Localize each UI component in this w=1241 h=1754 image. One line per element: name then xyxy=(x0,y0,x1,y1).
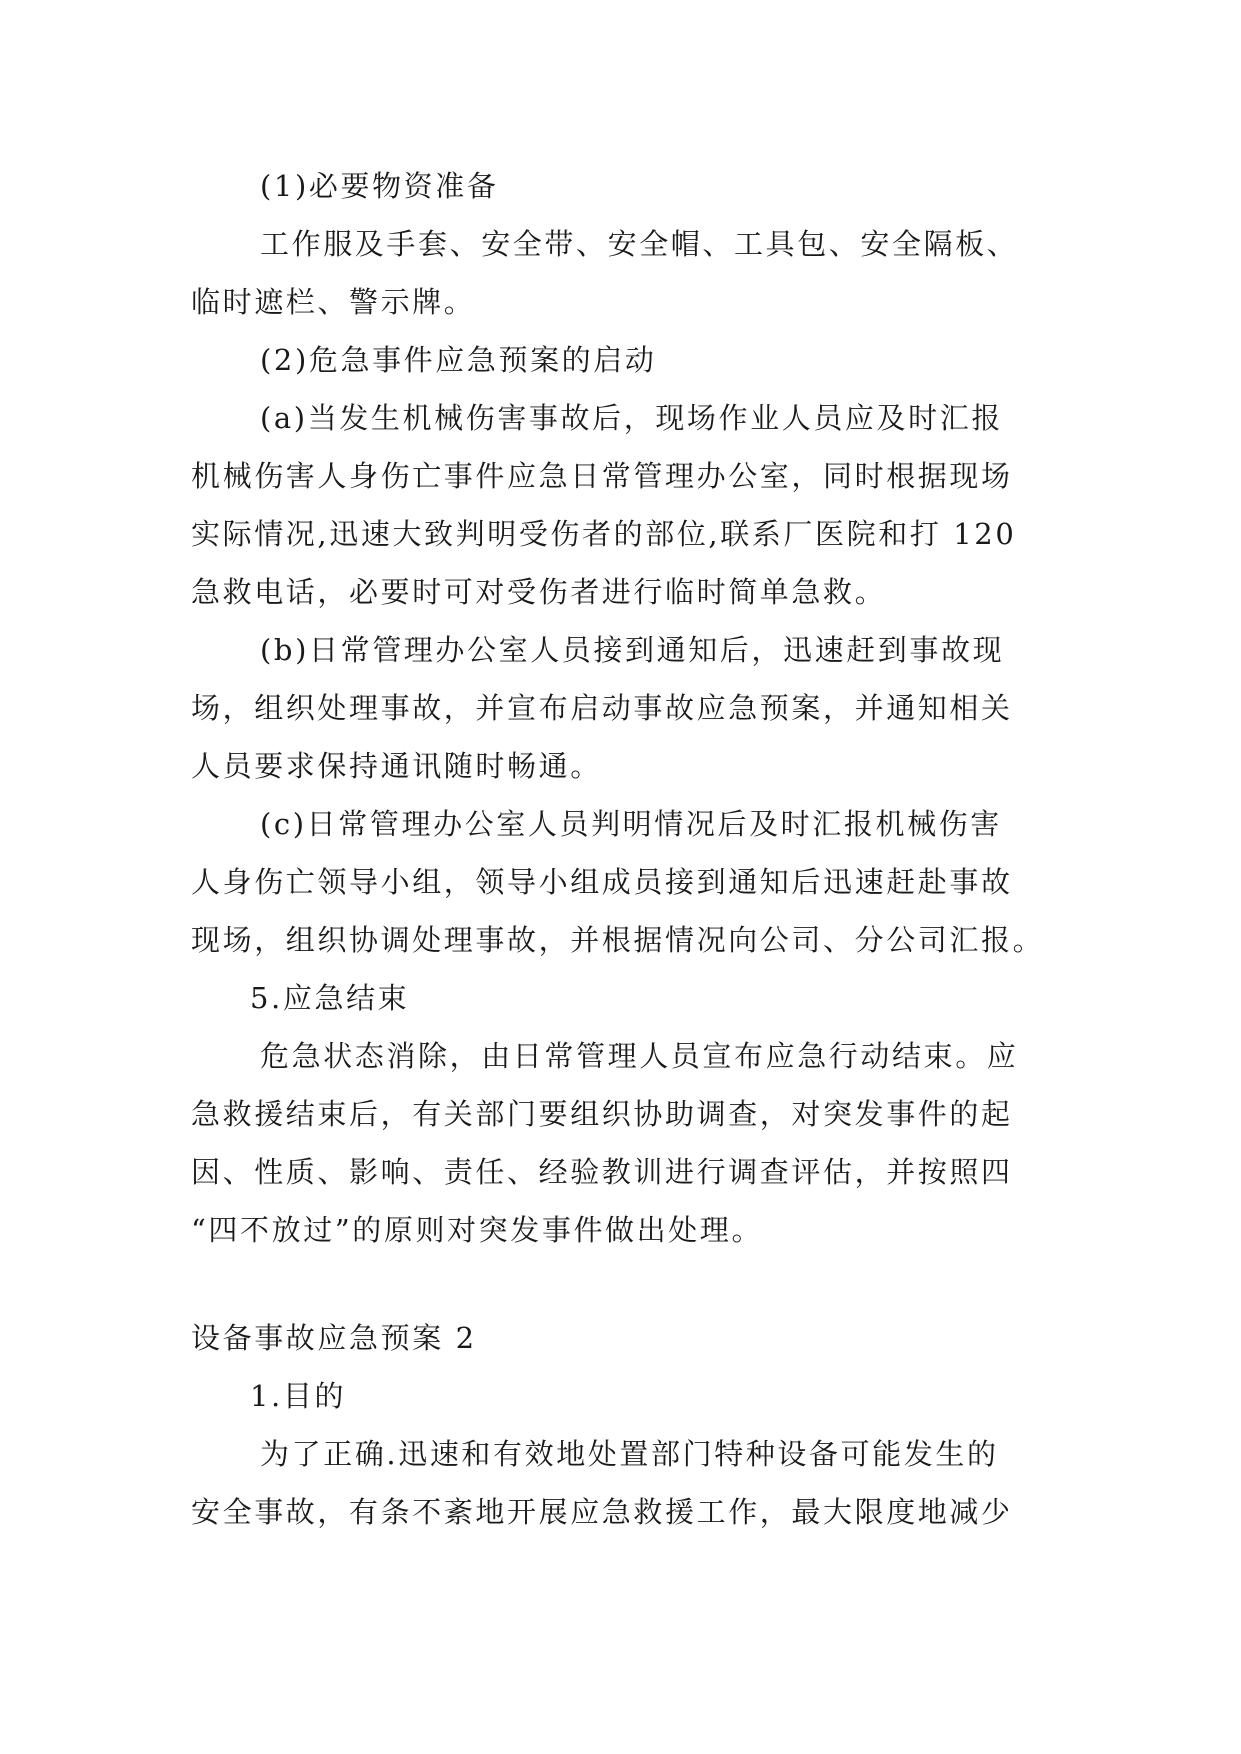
paragraph-line: (b)日常管理办公室人员接到通知后，迅速赶到事故现 xyxy=(260,633,1005,667)
heading-purpose: 1.目的 xyxy=(250,1379,347,1413)
paragraph-line: 人员要求保持通讯随时畅通。 xyxy=(191,749,602,783)
paragraph-line: 现场，组织协调处理事故，并根据情况向公司、分公司汇报。 xyxy=(191,923,1045,957)
paragraph-line: 工作服及手套、安全带、安全帽、工具包、安全隔板、 xyxy=(260,227,1019,261)
paragraph-line: (a)当发生机械伤害事故后，现场作业人员应及时汇报 xyxy=(260,401,1003,435)
paragraph-line: 急救电话，必要时可对受伤者进行临时简单急救。 xyxy=(191,575,887,609)
paragraph-line: 实际情况,迅速大致判明受伤者的部位,联系厂医院和打 120 xyxy=(191,517,1017,551)
paragraph-line: “四不放过”的原则对突发事件做出处理。 xyxy=(191,1213,764,1247)
paragraph-line: 临时遮栏、警示牌。 xyxy=(191,285,476,319)
paragraph-line: 急救援结束后，有关部门要组织协助调查，对突发事件的起 xyxy=(191,1097,1013,1131)
paragraph-line: 因、性质、影响、责任、经验教训进行调查评估，并按照四 xyxy=(191,1155,1013,1189)
heading-material-preparation: (1)必要物资准备 xyxy=(260,169,499,203)
paragraph-line: 人身伤亡领导小组，领导小组成员接到通知后迅速赶赴事故 xyxy=(191,865,1013,899)
paragraph-line: (c)日常管理办公室人员判明情况后及时汇报机械伤害 xyxy=(260,807,1002,841)
paragraph-line: 为了正确.迅速和有效地处置部门特种设备可能发生的 xyxy=(260,1437,999,1471)
heading-emergency-end: 5.应急结束 xyxy=(250,981,410,1015)
section-title: 设备事故应急预案 2 xyxy=(191,1321,477,1355)
paragraph-line: 机械伤害人身伤亡事件应急日常管理办公室，同时根据现场 xyxy=(191,459,1013,493)
paragraph-line: 安全事故，有条不紊地开展应急救援工作，最大限度地减少 xyxy=(191,1495,1013,1529)
paragraph-line: 场，组织处理事故，并宣布启动事故应急预案，并通知相关 xyxy=(191,691,1013,725)
heading-emergency-plan-start: (2)危急事件应急预案的启动 xyxy=(260,343,657,377)
paragraph-line: 危急状态消除，由日常管理人员宣布应急行动结束。应 xyxy=(260,1039,1019,1073)
